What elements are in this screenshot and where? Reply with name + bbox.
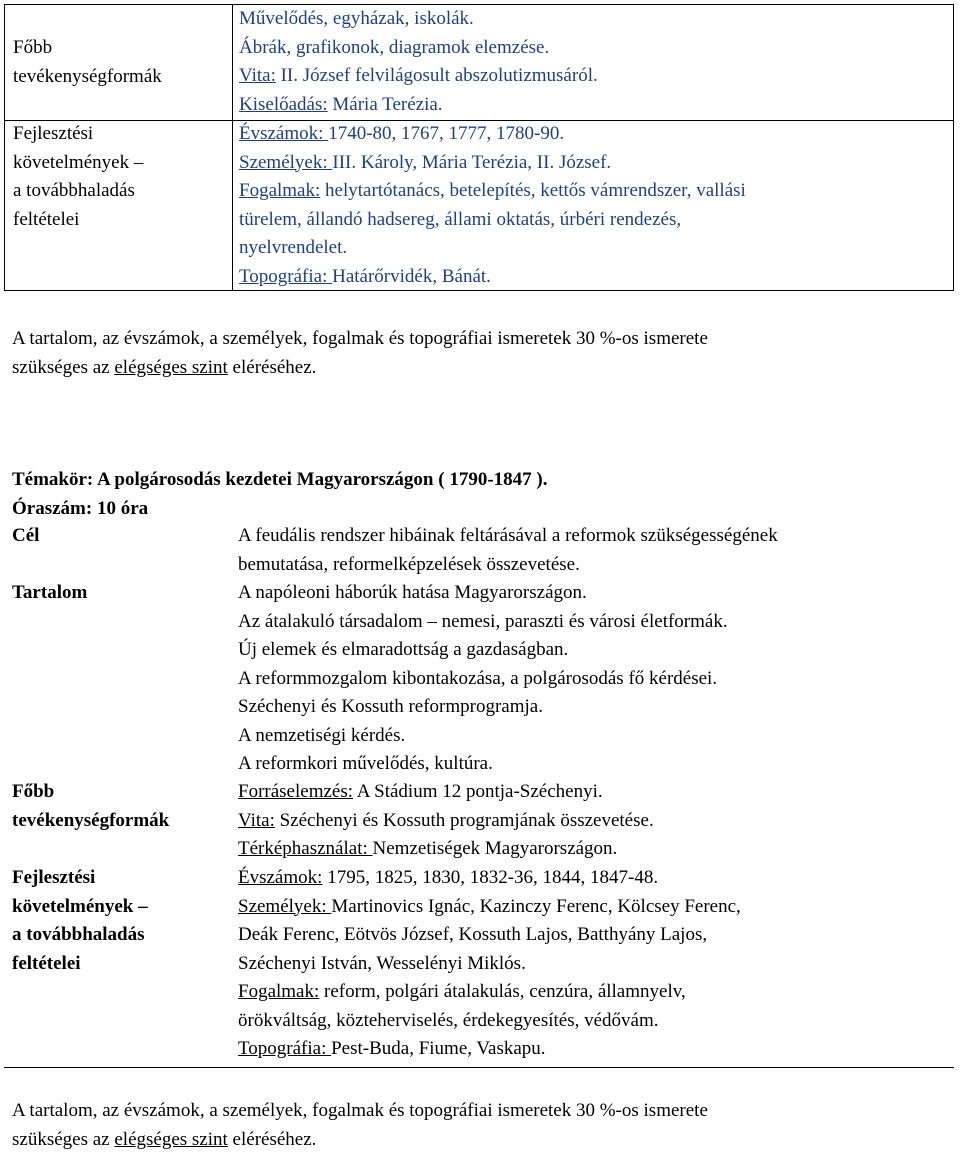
content-line: türelem, állandó hadsereg, állami oktatás, úrbéri rendezés, bbox=[239, 208, 682, 230]
content-line: Vita: Széchenyi és Kossuth programjának összevetése. bbox=[238, 809, 654, 831]
label-line: a továbbhaladás bbox=[12, 924, 145, 945]
content-line: Fogalmak: reform, polgári átalakulás, cenzúra, államnyelv, bbox=[238, 981, 686, 1002]
content-line: Ábrák, grafikonok, diagramok elemzése. bbox=[239, 36, 550, 58]
content-line: bemutatása, reformelképzelések összevetése. bbox=[238, 553, 580, 575]
label-line: a továbbhaladás bbox=[13, 180, 135, 201]
content-line: Térképhasználat: Nemzetiségek Magyarországon. bbox=[238, 838, 618, 859]
content-line: A napóleoni háborúk hatása Magyarországon. bbox=[238, 582, 587, 603]
requirement-summary-1 bbox=[12, 325, 942, 382]
summary-line: A tartalom, az évszámok, a személyek, fogalmak és topográfiai ismeretek 30 %-os ismerete bbox=[12, 1100, 708, 1121]
label-cel bbox=[12, 522, 39, 551]
summary-line: szükséges az elégséges szint eléréséhez. bbox=[12, 1128, 317, 1150]
content-line: Topográfia: Határőrvidék, Bánát. bbox=[239, 265, 491, 287]
topic-hours: Óraszám: 10 óra bbox=[12, 497, 149, 519]
label-line: Tartalom bbox=[12, 582, 88, 603]
content-line: Széchenyi és Kossuth reformprogramja. bbox=[238, 696, 543, 717]
content-line: örökváltság, közteherviselés, érdekegyesítés, védővám. bbox=[238, 1009, 659, 1031]
value-cel bbox=[238, 522, 778, 579]
label-fobb-tevekenysegformak-2 bbox=[12, 778, 169, 835]
content-line: Évszámok: 1795, 1825, 1830, 1832-36, 1844, 1847-48. bbox=[238, 867, 659, 888]
value-fobb-tevekenysegformak-1 bbox=[239, 5, 598, 119]
requirement-summary-2 bbox=[12, 1097, 942, 1154]
content-line: A reformkori művelődés, kultúra. bbox=[238, 753, 493, 774]
elegseges-szint-link: elégséges szint bbox=[114, 356, 228, 378]
label-fejlesztesi-kovetelmenyek-2 bbox=[12, 864, 148, 978]
label-tartalom bbox=[12, 579, 87, 608]
content-line: Az átalakuló társadalom – nemesi, paraszti és városi életformák. bbox=[238, 610, 728, 632]
curriculum-table-2 bbox=[4, 522, 954, 1068]
label-line: Főbb bbox=[12, 781, 55, 802]
label-fobb-tevekenysegformak-1 bbox=[13, 34, 162, 91]
label-line: Cél bbox=[12, 525, 40, 546]
label-line: feltételei bbox=[13, 208, 80, 230]
content-line: Vita: II. József felvilágosult abszolutizmusáról. bbox=[239, 65, 598, 86]
value-fobb-tevekenysegformak-2 bbox=[238, 778, 654, 864]
summary-line: A tartalom, az évszámok, a személyek, fogalmak és topográfiai ismeretek 30 %-os ismerete bbox=[12, 328, 708, 349]
summary-line: szükséges az elégséges szint eléréséhez. bbox=[12, 356, 317, 378]
content-line: Évszámok: 1740-80, 1767, 1777, 1780-90. bbox=[239, 123, 565, 144]
label-line: követelmények – bbox=[12, 895, 148, 917]
elegseges-szint-link: elégséges szint bbox=[114, 1128, 228, 1150]
curriculum-table-1 bbox=[4, 4, 954, 291]
label-line: Fejlesztési bbox=[12, 867, 96, 888]
label-fejlesztesi-kovetelmenyek-1 bbox=[13, 120, 143, 234]
column-divider bbox=[232, 5, 233, 290]
value-tartalom bbox=[238, 579, 728, 779]
topic-heading bbox=[12, 466, 547, 523]
label-line: tevékenységformák bbox=[12, 809, 170, 831]
content-line: Topográfia: Pest-Buda, Fiume, Vaskapu. bbox=[238, 1038, 546, 1059]
content-line: Kiselőadás: Mária Terézia. bbox=[239, 93, 443, 115]
label-line: Fejlesztési bbox=[13, 123, 94, 144]
content-line: A feudális rendszer hibáinak feltárásával a reformok szükségességének bbox=[238, 525, 778, 546]
content-line: Művelődés, egyházak, iskolák. bbox=[239, 8, 474, 29]
content-line: Új elemek és elmaradottság a gazdaságban. bbox=[238, 639, 569, 660]
content-line: Fogalmak: helytartótanács, betelepítés, kettős vámrendszer, vallási bbox=[239, 180, 746, 201]
content-line: A reformmozgalom kibontakozása, a polgárosodás fő kérdései. bbox=[238, 667, 718, 689]
value-fejlesztesi-kovetelmenyek-1 bbox=[239, 120, 746, 291]
content-line: A nemzetiségi kérdés. bbox=[238, 724, 406, 746]
content-line: Személyek: Martinovics Ignác, Kazinczy Ferenc, Kölcsey Ferenc, bbox=[238, 895, 741, 917]
topic-title: Témakör: A polgárosodás kezdetei Magyarországon ( 1790-1847 ). bbox=[12, 469, 548, 490]
content-line: Széchenyi István, Wesselényi Miklós. bbox=[238, 952, 526, 974]
content-line: Személyek: III. Károly, Mária Terézia, II. József. bbox=[239, 151, 612, 173]
label-line: követelmények – bbox=[13, 151, 144, 173]
label-line: feltételei bbox=[12, 952, 81, 974]
label-line: tevékenységformák bbox=[13, 65, 162, 87]
content-line: nyelvrendelet. bbox=[239, 237, 348, 258]
label-line: Főbb bbox=[13, 37, 53, 58]
content-line: Forráselemzés: A Stádium 12 pontja-Széchenyi. bbox=[238, 781, 603, 802]
content-line: Deák Ferenc, Eötvös József, Kossuth Lajos, Batthyány Lajos, bbox=[238, 924, 708, 945]
value-fejlesztesi-kovetelmenyek-2 bbox=[238, 864, 741, 1064]
